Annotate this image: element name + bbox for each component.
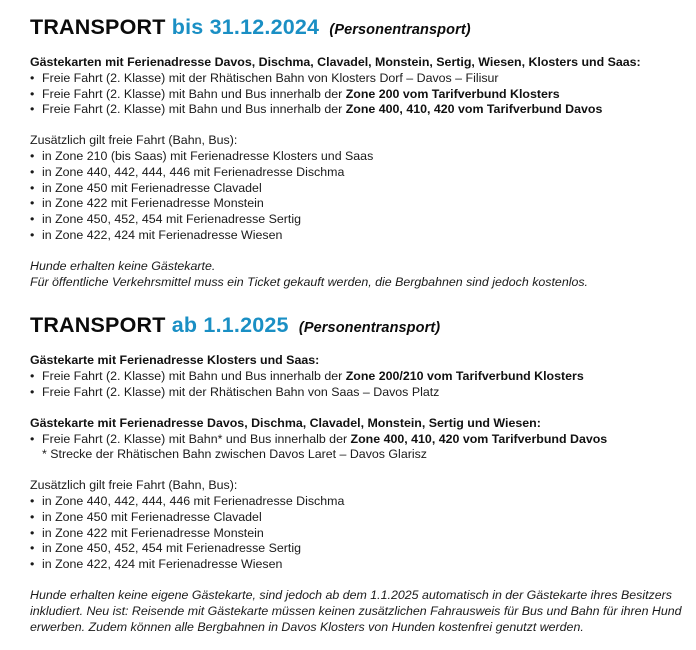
bullet-list: [30, 71, 696, 118]
section-title: [30, 312, 696, 341]
title-date: bis 31.12.2024: [171, 15, 320, 39]
section-title: [30, 14, 696, 43]
list-item: • in Zone 450 mit Ferienadresse Clavadel: [30, 509, 262, 524]
group-heading: Gästekarte mit Ferienadresse Klosters und Saas:: [30, 353, 320, 368]
note-line: Für öffentliche Verkehrsmittel muss ein Ticket gekauft werden, die Bergbahnen sind jedoch kostenlos.: [30, 274, 588, 289]
section-transport-from-2025: [30, 312, 696, 635]
bullet-icon: •: [30, 148, 35, 163]
bullet-icon: •: [30, 557, 35, 572]
note-line: Hunde erhalten keine Gästekarte.: [30, 258, 216, 273]
zone-highlight: Zone 400, 410, 420 vom Tarifverbund Davos: [350, 431, 608, 446]
list-item: • in Zone 422, 424 mit Ferienadresse Wiesen: [30, 227, 283, 242]
bullet-icon: •: [30, 70, 35, 85]
zone-highlight: Zone 200 vom Tarifverbund Klosters: [345, 86, 560, 101]
note-line: Hunde erhalten keine eigene Gästekarte, sind jedoch ab dem 1.1.2025 automatisch in der Gästekarte ihres Besitzers: [30, 587, 672, 602]
group-heading: Gästekarte mit Ferienadresse Davos, Dischma, Clavadel, Monstein, Sertig und Wiesen:: [30, 415, 541, 430]
bullet-icon: •: [30, 369, 35, 384]
footnote: * Strecke der Rhätischen Bahn zwischen Davos Laret – Davos Glarisz: [42, 447, 427, 462]
bullet-icon: •: [30, 541, 35, 556]
bullet-icon: •: [30, 493, 35, 508]
bullet-icon: •: [30, 86, 35, 101]
section-transport-until-2024: [30, 14, 696, 290]
bullet-icon: •: [30, 384, 35, 399]
guest-card-group-klosters: [30, 353, 696, 400]
list-item: • in Zone 450, 452, 454 mit Ferienadresse Sertig: [30, 212, 301, 227]
list-item: • Freie Fahrt (2. Klasse) mit der Rhätischen Bahn von Klosters Dorf – Davos – Filisur: [30, 70, 499, 85]
title-main: TRANSPORT: [30, 313, 166, 338]
title-date: ab 1.1.2025: [171, 313, 289, 338]
list-item: • Freie Fahrt (2. Klasse) mit Bahn und Bus innerhalb der Zone 200/210 vom Tarifverbund Klosters: [30, 369, 584, 384]
additional-zones-group: [30, 478, 696, 573]
list-item: • in Zone 440, 442, 444, 446 mit Ferienadresse Dischma: [30, 493, 345, 508]
list-item: • in Zone 450 mit Ferienadresse Clavadel: [30, 180, 262, 195]
note-line: inkludiert. Neu ist: Reisende mit Gästekarte müssen keinen zusätzlichen Fahrausweis für Bus und Bahn für ihren Hund: [30, 603, 682, 618]
zone-highlight: Zone 200/210 vom Tarifverbund Klosters: [345, 369, 584, 384]
list-item: • in Zone 440, 442, 444, 446 mit Ferienadresse Dischma: [30, 164, 345, 179]
guest-card-group-davos: [30, 416, 696, 463]
list-item: • Freie Fahrt (2. Klasse) mit der Rhätischen Bahn von Saas – Davos Platz: [30, 384, 440, 399]
list-item: • Freie Fahrt (2. Klasse) mit Bahn* und Bus innerhalb der Zone 400, 410, 420 vom Tarifverbund Davos: [30, 431, 608, 446]
bullet-icon: •: [30, 102, 35, 117]
group-heading: Gästekarten mit Ferienadresse Davos, Dischma, Clavadel, Monstein, Sertig, Wiesen, Klosters und Saas:: [30, 55, 641, 69]
list-item: • in Zone 422 mit Ferienadresse Monstein: [30, 196, 264, 211]
bullet-icon: •: [30, 212, 35, 227]
notes: [30, 588, 696, 635]
additional-zones-group: [30, 133, 696, 244]
bullet-list: [30, 149, 696, 244]
list-item: • in Zone 422 mit Ferienadresse Monstein: [30, 525, 264, 540]
bullet-list: [30, 494, 696, 573]
bullet-icon: •: [30, 431, 35, 446]
list-item: • in Zone 450, 452, 454 mit Ferienadresse Sertig: [30, 541, 301, 556]
bullet-icon: •: [30, 164, 35, 179]
list-item: • in Zone 422, 424 mit Ferienadresse Wiesen: [30, 557, 283, 572]
zone-highlight: Zone 400, 410, 420 vom Tarifverbund Davos: [345, 102, 603, 117]
title-subtitle: (Personentransport): [329, 22, 471, 38]
title-main: TRANSPORT: [30, 15, 166, 39]
bullet-icon: •: [30, 525, 35, 540]
guest-card-group: [30, 55, 696, 118]
bullet-icon: •: [30, 227, 35, 242]
bullet-icon: •: [30, 509, 35, 524]
notes: [30, 259, 696, 291]
bullet-icon: •: [30, 196, 35, 211]
bullet-list: [30, 432, 696, 448]
note-line: erwerben. Zudem können alle Bergbahnen in Davos Klosters von Hunden kostenfrei genutzt werden.: [30, 619, 584, 634]
list-item: • Freie Fahrt (2. Klasse) mit Bahn und Bus innerhalb der Zone 200 vom Tarifverbund Klosters: [30, 86, 560, 101]
group-intro: Zusätzlich gilt freie Fahrt (Bahn, Bus):: [30, 478, 238, 493]
list-item: • Freie Fahrt (2. Klasse) mit Bahn und Bus innerhalb der Zone 400, 410, 420 vom Tarifverbund Davos: [30, 102, 603, 117]
list-item: • in Zone 210 (bis Saas) mit Ferienadresse Klosters und Saas: [30, 148, 374, 163]
group-intro: Zusätzlich gilt freie Fahrt (Bahn, Bus):: [30, 133, 238, 148]
bullet-icon: •: [30, 180, 35, 195]
title-subtitle: (Personentransport): [298, 320, 441, 337]
bullet-list: [30, 369, 696, 401]
